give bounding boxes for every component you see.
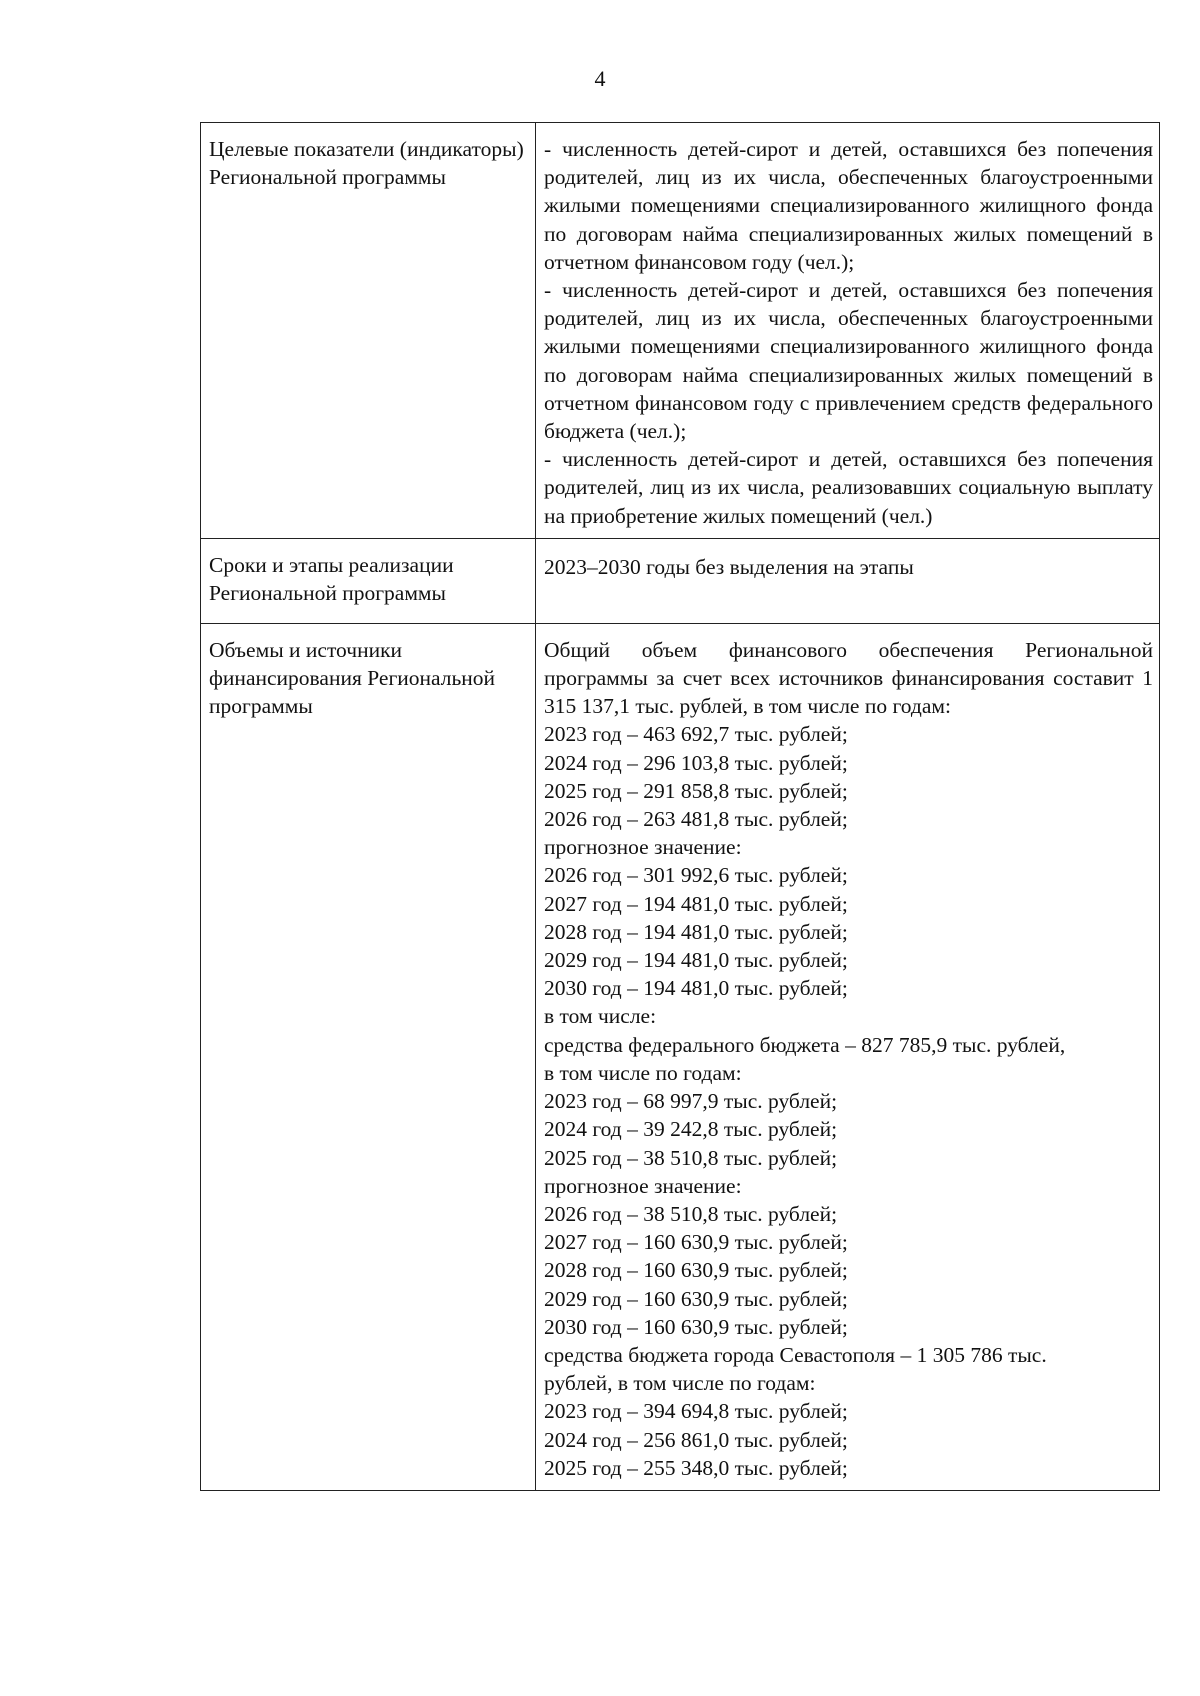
funding-line: 2023 год – 68 997,9 тыс. рублей;: [544, 1089, 838, 1114]
funding-line: прогнозное значение:: [544, 835, 742, 860]
indicators-label: Целевые показатели (индикаторы) Региональной программы: [201, 123, 536, 539]
funding-line: 2024 год – 39 242,8 тыс. рублей;: [544, 1117, 838, 1142]
funding-line: 2029 год – 160 630,9 тыс. рублей;: [544, 1286, 848, 1311]
funding-line: средства федерального бюджета – 827 785,9 тыс. рублей,: [544, 1032, 1066, 1057]
funding-intro: Общий объем финансового обеспечения Региональной программы за счет всех источников финансирования составит 1 315 137,1 тыс. рублей, в том числе по годам:: [544, 637, 1153, 719]
funding-line: 2026 год – 38 510,8 тыс. рублей;: [544, 1201, 838, 1226]
funding-line: средства бюджета города Севастополя – 1 305 786 тыс.: [544, 1342, 1047, 1367]
terms-label: Сроки и этапы реализации Региональной программы: [201, 538, 536, 623]
funding-content: [536, 623, 1160, 1490]
terms-value: 2023–2030 годы без выделения на этапы: [544, 554, 914, 579]
program-passport-table: [200, 122, 1160, 1491]
funding-line: 2025 год – 38 510,8 тыс. рублей;: [544, 1145, 838, 1170]
indicator-item-1: - численность детей-сирот и детей, оставшихся без попечения родителей, лиц из их числа, обеспеченных благоустроенными жилыми помещениями специализированного жилищного фонда по договорам найма специализированных жилых помещений в отчетном финансовом году (чел.);: [544, 137, 1153, 274]
funding-line: в том числе по годам:: [544, 1060, 742, 1085]
terms-content: [536, 538, 1160, 623]
funding-line: прогнозное значение:: [544, 1173, 742, 1198]
table-row-indicators: [201, 123, 1160, 539]
indicator-item-2: - численность детей-сирот и детей, оставшихся без попечения родителей, лиц из их числа, обеспеченных благоустроенными жилыми помещениями специализированного жилищного фонда по договорам найма специализированных жилых помещений в отчетном финансовом году с привлечением средств федерального бюджета (чел.);: [544, 278, 1153, 444]
funding-line: 2024 год – 296 103,8 тыс. рублей;: [544, 750, 848, 775]
funding-line: 2023 год – 394 694,8 тыс. рублей;: [544, 1399, 848, 1424]
page-number: 4: [594, 66, 606, 91]
funding-line: 2028 год – 194 481,0 тыс. рублей;: [544, 919, 848, 944]
funding-label: Объемы и источники финансирования Региональной программы: [201, 623, 536, 1490]
funding-line: в том числе:: [544, 1004, 657, 1029]
funding-line: 2029 год – 194 481,0 тыс. рублей;: [544, 948, 848, 973]
funding-line: 2025 год – 291 858,8 тыс. рублей;: [544, 778, 848, 803]
funding-line: 2030 год – 194 481,0 тыс. рублей;: [544, 976, 848, 1001]
table-row-terms: [201, 538, 1160, 623]
funding-line: 2028 год – 160 630,9 тыс. рублей;: [544, 1258, 848, 1283]
funding-line: 2026 год – 263 481,8 тыс. рублей;: [544, 807, 848, 832]
funding-line: 2025 год – 255 348,0 тыс. рублей;: [544, 1455, 848, 1480]
funding-line: 2027 год – 194 481,0 тыс. рублей;: [544, 891, 848, 916]
funding-line: 2023 год – 463 692,7 тыс. рублей;: [544, 722, 848, 747]
indicators-content: [536, 123, 1160, 539]
table-row-funding: [201, 623, 1160, 1490]
funding-line: 2024 год – 256 861,0 тыс. рублей;: [544, 1427, 848, 1452]
funding-line: 2026 год – 301 992,6 тыс. рублей;: [544, 863, 848, 888]
funding-line: 2030 год – 160 630,9 тыс. рублей;: [544, 1314, 848, 1339]
indicator-item-3: - численность детей-сирот и детей, оставшихся без попечения родителей, лиц из их числа, реализовавших социальную выплату на приобретение жилых помещений (чел.): [544, 447, 1153, 528]
funding-line: рублей, в том числе по годам:: [544, 1371, 816, 1396]
funding-line: 2027 год – 160 630,9 тыс. рублей;: [544, 1230, 848, 1255]
